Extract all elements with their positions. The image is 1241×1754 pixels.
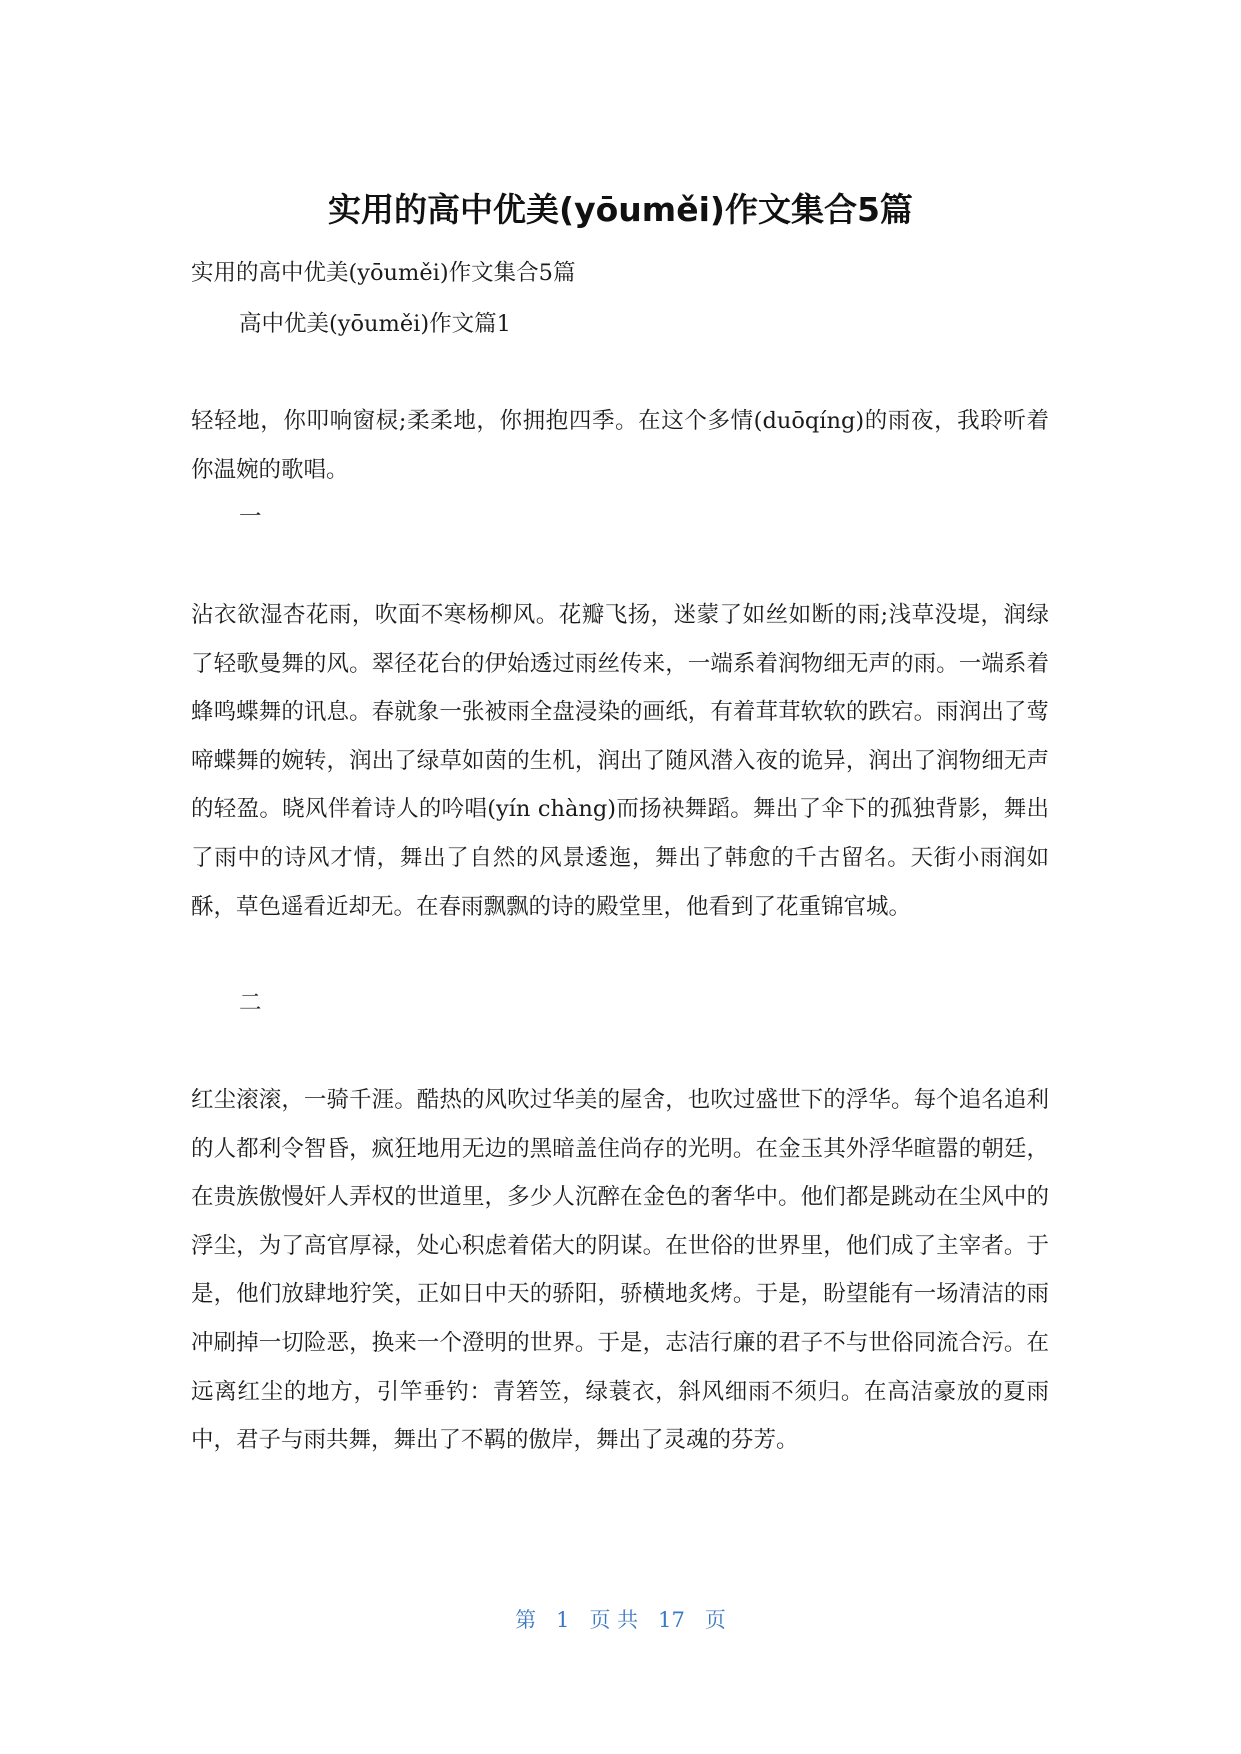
section-marker-one: 一: [239, 504, 262, 530]
document-subtitle: 实用的高中优美(yōuměi)作文集合5篇: [191, 260, 576, 286]
intro-paragraph: 轻轻地，你叩响窗棂;柔柔地，你拥抱四季。在这个多情(duōqíng)的雨夜，我聆听着你温婉的歌唱。: [191, 408, 1049, 483]
section-two-paragraph: 红尘滚滚，一骑千涯。酷热的风吹过华美的屋舍，也吹过盛世下的浮华。每个追名追利的人都利令智昏，疯狂地用无边的黑暗盖住尚存的光明。在金玉其外浮华暄嚣的朝廷，在贵族傲慢奸人弄权的世道里，多少人沉醉在金色的奢华中。他们都是跳动在尘风中的浮尘，为了高官厚禄，处心积虑着偌大的阴谋。在世俗的世界里，他们成了主宰者。于是，他们放肆地狞笑，正如日中天的骄阳，骄横地炙烤。于是，盼望能有一场清洁的雨冲刷掉一切险恶，换来一个澄明的世界。于是，志洁行廉的君子不与世俗同流合污。在远离红尘的地方，引竿垂钓：青箬笠，绿蓑衣，斜风细雨不须归。在高洁豪放的夏雨中，君子与雨共舞，舞出了不羁的傲岸，舞出了灵魂的芬芳。: [191, 1087, 1049, 1454]
essay-heading: 高中优美(yōuměi)作文篇1: [239, 311, 511, 337]
section-one-paragraph: 沾衣欲湿杏花雨，吹面不寒杨柳风。花瓣飞扬，迷蒙了如丝如断的雨;浅草没堤，润绿了轻歌曼舞的风。翠径花台的伊始透过雨丝传来，一端系着润物细无声的雨。一端系着蜂鸣蝶舞的讯息。春就象一张被雨全盘浸染的画纸，有着茸茸软软的跌宕。雨润出了莺啼蝶舞的婉转，润出了绿草如茵的生机，润出了随风潜入夜的诡异，润出了润物细无声的轻盈。晓风伴着诗人的吟唱(yín chàng)而扬袂舞蹈。舞出了伞下的孤独背影，舞出了雨中的诗风才情，舞出了自然的风景逶迤，舞出了韩愈的千古留名。天街小雨润如酥，草色遥看近却无。在春雨飘飘的诗的殿堂里，他看到了花重锦官城。: [191, 602, 1049, 920]
document-title: 实用的高中优美(yōuměi)作文集合5篇: [328, 190, 913, 229]
page-number-footer: 第 1 页 共 17 页: [515, 1608, 726, 1632]
section-marker-two: 二: [239, 990, 262, 1016]
